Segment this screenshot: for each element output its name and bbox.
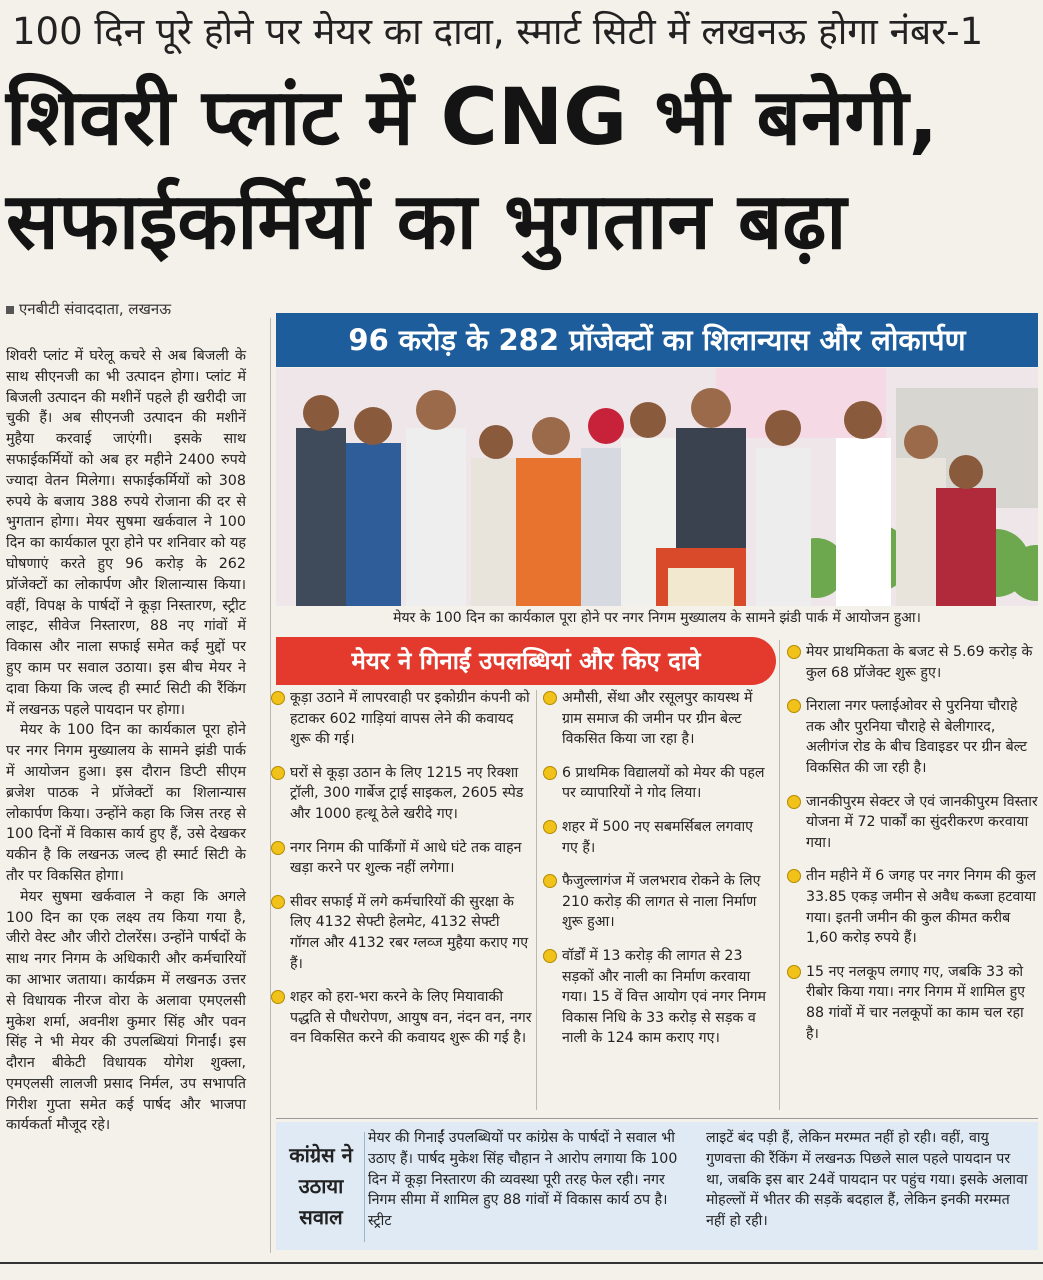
congress-sidebar <box>276 1122 1038 1250</box>
list-item: मेयर प्राथमिकता के बजट से 5.69 करोड़ के कुल 68 प्रॉजेक्ट शुरू हुए। <box>786 642 1038 683</box>
bullet-icon <box>271 841 285 855</box>
kicker-headline: 100 दिन पूरे होने पर मेयर का दावा, स्मार्ट सिटी में लखनऊ होगा नंबर-1 <box>12 10 984 53</box>
story-body <box>6 346 246 1136</box>
list-item: निराला नगर फ्लाईओवर से पुरनिया चौराहे तक और पुरनिया चौराहे से बेलीगारद, अलीगंज रोड के बीच डिवाइडर पर ग्रीन बेल्ट विकसित की जा रही है। <box>786 696 1038 778</box>
page-bottom-rule <box>0 1262 1043 1264</box>
bullet-icon <box>787 699 801 713</box>
achievements-column-1 <box>270 688 532 1062</box>
event-photo <box>276 368 1038 606</box>
headline-line-1: शिवरी प्लांट में CNG भी बनेगी, <box>6 73 939 163</box>
bullet-icon <box>787 869 801 883</box>
achievements-title: मेयर ने गिनाईं उपलब्धियां और किए दावे <box>276 637 776 685</box>
bullet-icon <box>271 691 285 705</box>
square-bullet-icon <box>6 306 14 314</box>
list-item: 6 प्राथमिक विद्यालयों को मेयर की पहल पर व्यापारियों ने गोद लिया। <box>542 763 772 804</box>
list-item: कूड़ा उठाने में लापरवाही पर इकोग्रीन कंपनी को हटाकर 602 गाड़ियां वापस लेने की कवायद शुरू की गई। <box>270 688 532 750</box>
achievements-column-2 <box>542 688 772 1062</box>
list-item: सीवर सफाई में लगे कर्मचारियों की सुरक्षा के लिए 4132 सेफ्टी हेलमेट, 4132 सेफ्टी गॉगल और 4132 रबर ग्लव्ज मुहैया कराए गए हैं। <box>270 892 532 974</box>
congress-text-col-1: मेयर की गिनाईं उपलब्धियों पर कांग्रेस के पार्षदों ने सवाल भी उठाए हैं। पार्षद मुकेश सिंह चौहान ने आरोप लगाया कि 100 दिन में कूड़ा निस्तारण की व्यवस्था पूरी तरह फेल रही। नगर निगम सीमा में शामिल हुए 88 गांवों में विकास कार्य ठप है। स्ट्रीट <box>368 1130 678 1230</box>
bullet-icon <box>543 691 557 705</box>
byline <box>6 299 171 319</box>
list-item: अमौसी, सेंथा और रसूलपुर कायस्थ में ग्राम समाज की जमीन पर ग्रीन बेल्ट विकसित किया जा रहा है। <box>542 688 772 750</box>
achievements-column-3 <box>786 642 1038 1057</box>
bullet-icon <box>543 949 557 963</box>
bullet-icon <box>543 766 557 780</box>
sidebar-divider <box>364 1132 365 1242</box>
photo-caption: मेयर के 100 दिन का कार्यकाल पूरा होने पर नगर निगम मुख्यालय के सामने झंडी पार्क में आयोजन हुआ। <box>393 610 921 626</box>
list-item: वॉर्डों में 13 करोड़ की लागत से 23 सड़कों और नाली का निर्माण करवाया गया। 15 वें वित्त आयोग एवं नगर निगम विकास निधि के 33 करोड़ से सड़क व नाली के 124 काम कराए गए। <box>542 946 772 1049</box>
bullet-icon <box>787 645 801 659</box>
bullet-icon <box>271 895 285 909</box>
bullet-icon <box>543 820 557 834</box>
bullet-icon <box>543 874 557 888</box>
column-divider <box>536 690 537 1110</box>
event-photo-illustration <box>276 368 1038 606</box>
bullet-icon <box>271 990 285 1004</box>
bullet-icon <box>271 766 285 780</box>
list-item: तीन महीने में 6 जगह पर नगर निगम की कुल 33.85 एकड़ जमीन से अवैध कब्जा हटवाया गया। इतनी जमीन की कुल कीमत करीब 1,60 करोड़ रुपये हैं। <box>786 866 1038 948</box>
congress-title: कांग्रेस ने उठाया सवाल <box>289 1143 353 1229</box>
list-item: शहर को हरा-भरा करने के लिए मियावाकी पद्धति से पौधरोपण, आयुष वन, नंदन वन, नगर वन विकसित करने की कवायद शुरू की गई है। <box>270 987 532 1049</box>
headline-line-2: सफाईकर्मियों का भुगतान बढ़ा <box>6 177 847 267</box>
column-divider <box>779 640 780 1110</box>
story-paragraph: शिवरी प्लांट में घरेलू कचरे से अब बिजली के साथ सीएनजी का भी उत्पादन होगा। प्लांट में बिजली उत्पादन की मशीनें पहले ही खरीदी जा चुकी हैं। अब सीएनजी उत्पादन की मशीनें मुहैया करवाई जाएंगी। इसके साथ सफाईकर्मियों को अब हर महीने 2400 रुपये ज्यादा वेतन मिलेगा। सफाईकर्मियों को 308 रुपये के बजाय 388 रुपये रोजाना की दर से भुगतान होगा। मेयर सुषमा खर्कवाल ने 100 दिन का कार्यकाल पूरा होने पर शनिवार को यह घोषणाएं करते हुए 96 करोड़ के 262 प्रॉजेक्टों का लोकार्पण और शिलान्यास किया। वहीं, विपक्ष के पार्षदों ने कूड़ा निस्तारण, स्ट्रीट लाइट, सीवेज निस्तारण, 88 नए गांवों में विकास और नाला सफाई समेत कई मुद्दों पर हुए काम पर सवाल उठाया। इस बीच मेयर ने दावा किया कि जल्द ही स्मार्ट सिटी की रैंकिंग में लखनऊ पहले पायदान पर होगा। <box>6 348 246 718</box>
story-paragraph: मेयर सुषमा खर्कवाल ने कहा कि अगले 100 दिन का एक लक्ष्य तय किया गया है, जीरो वेस्ट और जीरो टोलरेंस। उन्होंने पार्षदों के साथ नगर निगम के अधिकारी और कर्मचारियों का आभार जताया। कार्यक्रम में लखनऊ उत्तर से विधायक नीरज वोरा के अलावा एमएलसी मुकेश शर्मा, अवनीश कुमार सिंह और पवन सिंह ने भी मेयर की उपलब्धियां गिनाईं। इस दौरान बीकेटी विधायक योगेश शुक्ला, एमएलसी लालजी प्रसाद निर्मल, उप सभापति गिरीश गुप्ता समेत कई पार्षद और भाजपा कार्यकर्ता मौजूद रहे। <box>6 888 246 1134</box>
list-item: नगर निगम की पार्किंगों में आधे घंटे तक वाहन खड़ा करने पर शुल्क नहीं लगेगा। <box>270 838 532 879</box>
section-rule <box>276 1118 1038 1119</box>
projects-banner: 96 करोड़ के 282 प्रॉजेक्टों का शिलान्यास और लोकार्पण <box>276 313 1038 367</box>
bullet-icon <box>787 965 801 979</box>
congress-text-col-2: लाइटें बंद पड़ी हैं, लेकिन मरम्मत नहीं हो रही। वहीं, वायु गुणवत्ता की रैंकिंग में लखनऊ पिछले साल पहले पायदान पर था, जबकि इस बार 24वें पायदान पर पहुंच गया। इसके अलावा मोहल्लों में भीतर की सड़कें बदहाल हैं, लेकिन इनकी मरम्मत नहीं हो रही। <box>706 1130 1028 1230</box>
list-item: जानकीपुरम सेक्टर जे एवं जानकीपुरम विस्तार योजना में 72 पार्कों का सुंदरीकरण करवाया गया। <box>786 792 1038 854</box>
list-item: फैजुल्लागंज में जलभराव रोकने के लिए 210 करोड़ की लागत से नाला निर्माण शुरू हुआ। <box>542 871 772 933</box>
byline-text: एनबीटी संवाददाता, लखनऊ <box>19 300 171 318</box>
list-item: 15 नए नलकूप लगाए गए, जबकि 33 को रीबोर किया गया। नगर निगम में शामिल हुए 88 गांवों में चार नलकूपों का काम चल रहा है। <box>786 962 1038 1044</box>
list-item: शहर में 500 नए सबमर्सिबल लगवाए गए हैं। <box>542 817 772 858</box>
list-item: घरों से कूड़ा उठान के लिए 1215 नए रिक्शा ट्रॉली, 300 गार्बेज ट्राई साइकल, 2605 स्पेड और 1000 हत्थू ठेले खरीदे गए। <box>270 763 532 825</box>
story-paragraph: मेयर के 100 दिन का कार्यकाल पूरा होने पर नगर निगम मुख्यालय के सामने झंडी पार्क में आयोजन हुआ। इस दौरान डिप्टी सीएम ब्रजेश पाठक ने प्रॉजेक्टों का शिलान्यास लोकार्पण किया। उन्होंने कहा कि जिस तरह से 100 दिनों में विकास कार्य हुए हैं, उसे देखकर यकीन है कि लखनऊ जल्द ही स्मार्ट सिटी के तौर पर विकसित होगा। <box>6 722 246 884</box>
bullet-icon <box>787 795 801 809</box>
